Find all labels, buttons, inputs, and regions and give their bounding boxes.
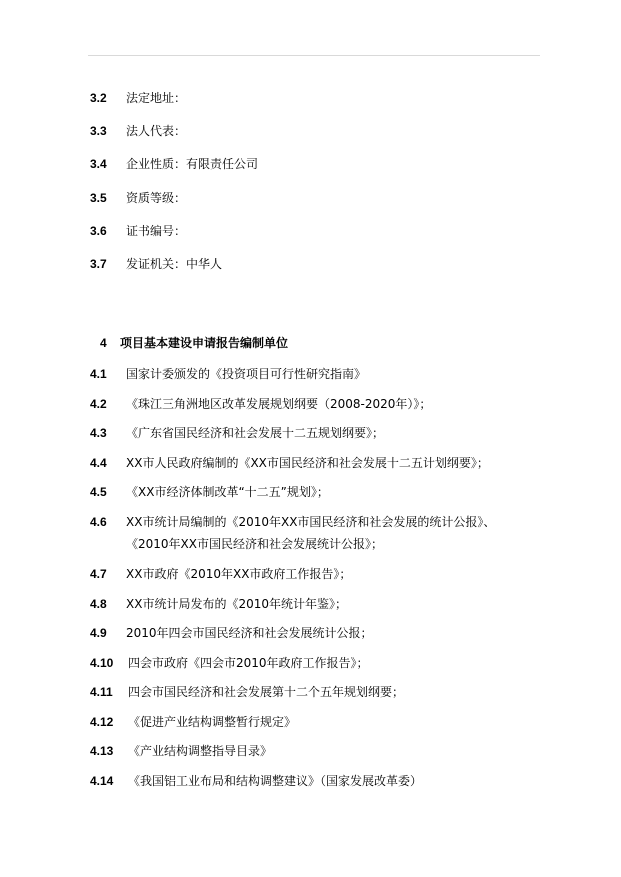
list-item-4-6-continuation: 《2010年XX市国民经济和社会发展统计公报》； — [126, 537, 383, 551]
item-number: 4.13 — [90, 744, 114, 758]
item-number: 3.5 — [90, 191, 107, 205]
list-item-4-13 — [90, 744, 272, 758]
list-item-3-2 — [90, 91, 186, 105]
item-number: 4.8 — [90, 597, 107, 611]
item-text: 《珠江三角洲地区改革发展规划纲要（2008-2020年）》； — [126, 397, 432, 411]
list-item-3-7 — [90, 257, 222, 271]
list-item-4-1 — [90, 367, 366, 381]
item-text: 企业性质：有限责任公司 — [126, 157, 259, 171]
list-item-4-3 — [90, 426, 384, 440]
item-text: 《广东省国民经济和社会发展十二五规划纲要》； — [126, 426, 385, 440]
item-text: 法定地址： — [126, 91, 187, 105]
item-number: 4.7 — [90, 567, 107, 581]
item-text: XX市人民政府编制的《XX市国民经济和社会发展十二五计划纲要》； — [126, 456, 489, 470]
list-item-3-3 — [90, 124, 186, 138]
item-text: 法人代表： — [126, 124, 187, 138]
item-number: 3.3 — [90, 124, 107, 138]
item-number: 4.9 — [90, 626, 107, 640]
heading-title: 项目基本建设申请报告编制单位 — [120, 336, 289, 350]
list-item-4-7 — [90, 567, 351, 581]
list-item-3-6 — [90, 224, 186, 238]
item-number: 4.2 — [90, 397, 107, 411]
list-item-4-9 — [90, 626, 373, 640]
item-number: 4.3 — [90, 426, 107, 440]
item-number: 4.10 — [90, 656, 114, 670]
item-number: 4.4 — [90, 456, 107, 470]
list-item-4-4 — [90, 456, 489, 470]
item-text: XX市统计局编制的《2010年XX市国民经济和社会发展的统计公报》、 — [126, 515, 496, 529]
item-text: 《XX市经济体制改革“十二五”规划》； — [126, 485, 329, 499]
item-number: 4.12 — [90, 715, 114, 729]
item-text: 《我国铝工业布局和结构调整建议》（国家发展改革委） — [128, 774, 423, 788]
heading-number: 4 — [100, 336, 107, 350]
list-item-4-8 — [90, 597, 347, 611]
item-text: 《促进产业结构调整暂行规定》 — [128, 715, 297, 729]
item-text: XX市政府《2010年XX市政府工作报告》； — [126, 567, 352, 581]
list-item-4-5 — [90, 485, 329, 499]
item-number: 4.1 — [90, 367, 107, 381]
item-number: 4.5 — [90, 485, 107, 499]
item-text: 证书编号： — [126, 224, 187, 238]
item-number: 3.7 — [90, 257, 107, 271]
item-number: 3.2 — [90, 91, 107, 105]
item-number: 4.11 — [90, 685, 113, 699]
item-text: 2010年四会市国民经济和社会发展统计公报； — [126, 626, 373, 640]
list-item-4-10 — [90, 656, 369, 670]
list-item-4-14 — [90, 774, 422, 788]
item-text: XX市统计局发布的《2010年统计年鉴》； — [126, 597, 347, 611]
header-rule — [88, 55, 540, 56]
list-item-4-11 — [90, 685, 404, 699]
item-number: 3.4 — [90, 157, 107, 171]
item-text: 发证机关：中华人 — [126, 257, 223, 271]
list-item-4-2 — [90, 397, 431, 411]
item-text: 四会市政府《四会市2010年政府工作报告》； — [128, 656, 369, 670]
item-text: 《产业结构调整指导目录》 — [128, 744, 273, 758]
item-number: 3.6 — [90, 224, 107, 238]
list-item-4-12 — [90, 715, 296, 729]
item-text: 资质等级： — [126, 191, 187, 205]
item-number: 4.6 — [90, 515, 107, 529]
item-text: 四会市国民经济和社会发展第十二个五年规划纲要； — [128, 685, 405, 699]
list-item-3-4 — [90, 157, 258, 171]
item-number: 4.14 — [90, 774, 114, 788]
list-item-3-5 — [90, 191, 186, 205]
section-heading — [100, 336, 288, 350]
item-text: 国家计委颁发的《投资项目可行性研究指南》 — [126, 367, 367, 381]
list-item-4-6 — [90, 515, 495, 529]
